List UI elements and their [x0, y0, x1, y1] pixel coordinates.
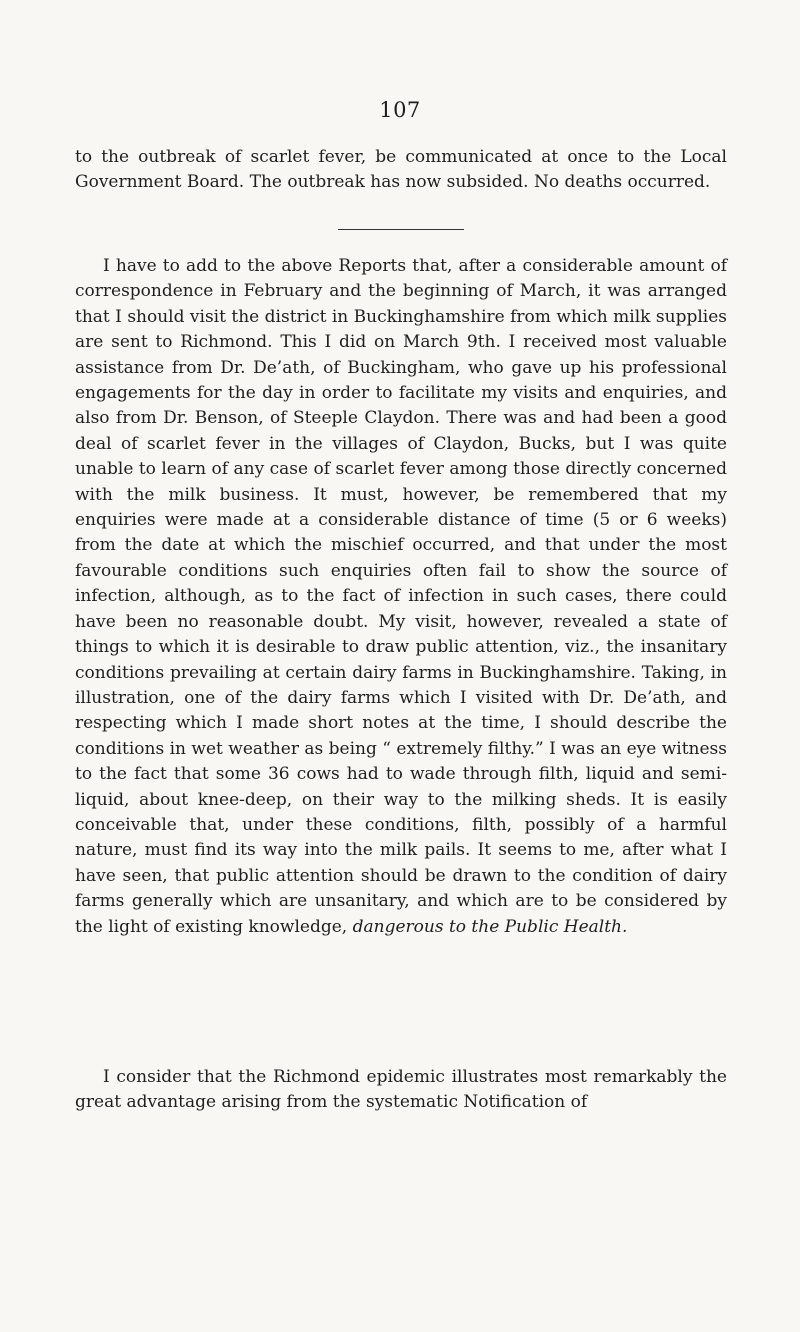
paragraph-continuation: to the outbreak of scarlet fever, be communicated at once to the Local Government Board. The outbreak has now subsided. No deaths occurred. — [75, 147, 727, 193]
section-divider — [338, 229, 464, 230]
paragraph-report — [75, 254, 727, 940]
page-number: 107 — [379, 98, 421, 122]
paragraph-conclusion: I consider that the Richmond epidemic illustrates most remarkably the great advantage arising from the systematic Notification of — [75, 1067, 727, 1113]
paragraph-report-emphasis: dangerous to the Public Health. — [352, 916, 628, 937]
paragraph-report-text: I have to add to the above Reports that, after a considerable amount of correspondence in February and the beginning of March, it was arranged that I should visit the district in Buckinghamshire from which milk supplies are sent to Richmond. This I did on March 9th. I received most valuable assistance from Dr. De’ath, of Buckingham, who gave up his professional engagements for the day in order to facilitate my visits and enquiries, and also from Dr. Benson, of Steeple Claydon. There was and had been a good deal of scarlet fever in the villages of Claydon, Bucks, but I was quite unable to learn of any case of scarlet fever among those directly concerned with the milk business. It must, however, be remembered that my enquiries were made at a considerable distance of time (5 or 6 weeks) from the date at which the mischief occurred, and that under the most favourable conditions such enquiries often fail to show the source of infection, although, as to the fact of infection in such cases, there could have been no reasonable doubt. My visit, however, revealed a state of things to which it is desirable to draw public attention, viz., the insanitary conditions prevailing at certain dairy farms in Buckinghamshire. Taking, in illustration, one of the dairy farms which I visited with Dr. De’ath, and respecting which I made short notes at the time, I should describe the conditions in wet weather as being “ extremely filthy.” I was an eye witness to the fact that some 36 cows had to wade through filth, liquid and semi-liquid, about knee-deep, on their way to the milking sheds. It is easily conceivable that, under these conditions, filth, possibly of a harmful nature, must find its way into the milk pails. It seems to me, after what I have seen, that public attention should be drawn to the condition of dairy farms generally which are unsanitary, and which are to be considered by the light of existing knowledge, — [75, 256, 727, 937]
